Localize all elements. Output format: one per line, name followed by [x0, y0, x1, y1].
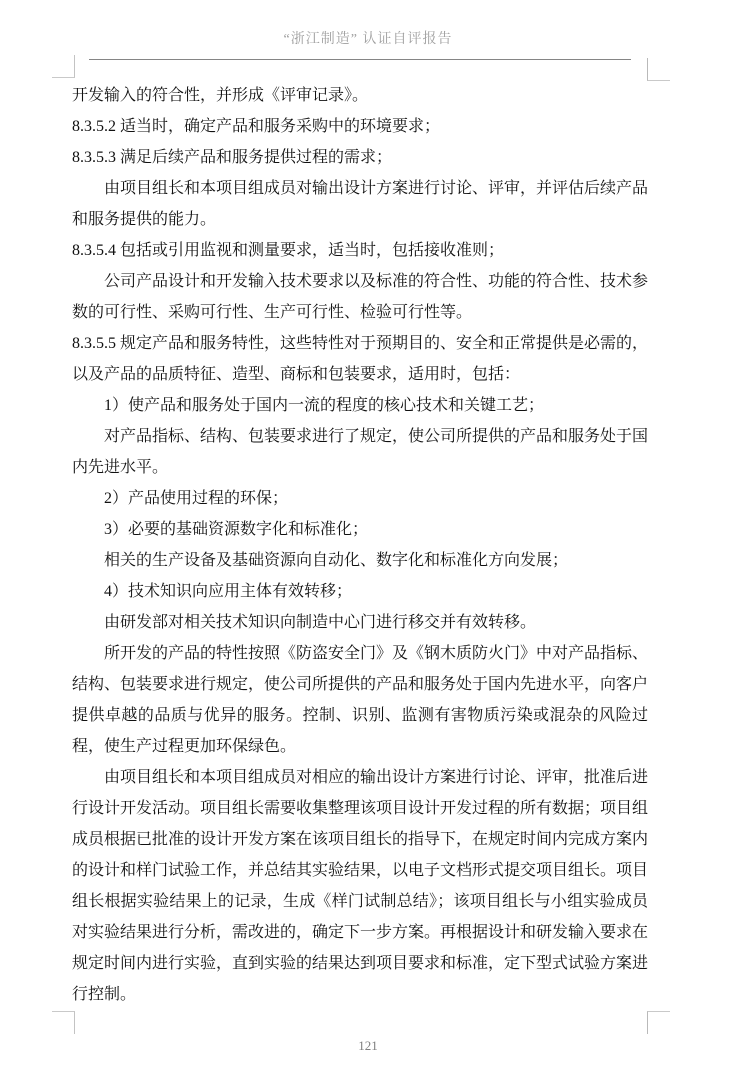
crop-mark-bottom-left — [52, 1011, 75, 1034]
paragraph: 由研发部对相关技术知识向制造中心门进行移交并有效转移。 — [104, 614, 537, 631]
crop-mark-bottom-right — [647, 1011, 670, 1034]
paragraph: 对产品指标、结构、包装要求进行了规定，使公司所提供的产品和服务处于国内先进水平。 — [72, 428, 649, 476]
paragraph-list-item-3: 3）必要的基础资源数字化和标准化； — [104, 521, 369, 538]
paragraph: 公司产品设计和开发输入技术要求以及标准的符合性、功能的符合性、技术参数的可行性、采购可行性、生产可行性、检验可行性等。 — [72, 273, 649, 321]
paragraph-list-item-2: 2）产品使用过程的环保； — [104, 490, 289, 507]
page-number: 121 — [358, 1038, 378, 1053]
paragraph: 由项目组长和本项目组成员对相应的输出设计方案进行讨论、评审，批准后进行设计开发活动。项目组长需要收集整理该项目设计开发过程的所有数据；项目组成员根据已批准的设计开发方案在该项目组长的指导下，在规定时间内完成方案内的设计和样门试验工作，并总结其实验结果，以电子文档形式提交项目组长。项目组长根据实验结果上的记录，生成《样门试制总结》；该项目组长与小组实验成员对实验结果进行分析，需改进的，确定下一步方案。再根据设计和研发输入要求在规定时间内进行实验，直到实验的结果达到项目要求和标准，定下型式试验方案进行控制。 — [72, 769, 649, 1003]
crop-mark-top-left — [52, 55, 75, 78]
paragraph-clause-8353: 8.3.5.3 满足后续产品和服务提供过程的需求； — [72, 149, 393, 166]
paragraph: 相关的生产设备及基础资源向自动化、数字化和标准化方向发展； — [104, 552, 569, 569]
paragraph-list-item-1: 1）使产品和服务处于国内一流的程度的核心技术和关键工艺； — [104, 397, 545, 414]
paragraph-carryover: 开发输入的符合性，并形成《评审记录》。 — [72, 87, 369, 104]
paragraph: 由项目组长和本项目组成员对输出设计方案进行讨论、评审，并评估后续产品和服务提供的能力。 — [72, 180, 649, 228]
header-rule — [89, 59, 631, 60]
page-header-title: “浙江制造” 认证自评报告 — [283, 32, 453, 47]
paragraph-list-item-4: 4）技术知识向应用主体有效转移； — [104, 583, 353, 600]
paragraph-clause-8355: 8.3.5.5 规定产品和服务特性，这些特性对于预期目的、安全和正常提供是必需的，以及产品的品质特征、造型、商标和包装要求，适用时，包括： — [72, 335, 649, 383]
paragraph: 所开发的产品的特性按照《防盗安全门》及《钢木质防火门》中对产品指标、结构、包装要求进行规定，使公司所提供的产品和服务处于国内先进水平，向客户提供卓越的品质与优异的服务。控制、识别、监测有害物质污染或混杂的风险过程，使生产过程更加环保绿色。 — [72, 645, 649, 755]
paragraph-clause-8352: 8.3.5.2 适当时，确定产品和服务采购中的环境要求； — [72, 118, 441, 135]
crop-mark-top-right — [647, 58, 670, 81]
document-body — [72, 80, 648, 1010]
paragraph-clause-8354: 8.3.5.4 包括或引用监视和测量要求，适当时，包括接收准则； — [72, 242, 505, 259]
